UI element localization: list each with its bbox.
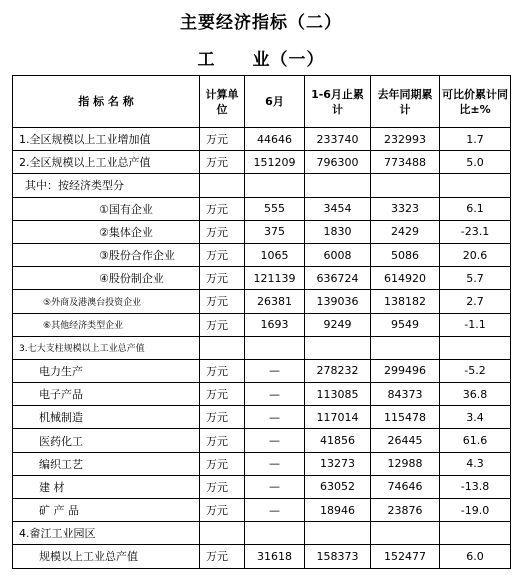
- indicator-name-cell: ③股份合作企业: [13, 243, 200, 266]
- table-header-row: [13, 76, 511, 128]
- indicator-name-cell: ⑤外商及港澳台投资企业: [13, 290, 200, 313]
- june-value-cell: —: [245, 452, 305, 475]
- yoy-change-cell: 1.7: [440, 128, 511, 151]
- last-year-value-cell: 115478: [371, 406, 440, 429]
- yoy-change-cell: 2.7: [440, 290, 511, 313]
- table-row: [13, 151, 511, 174]
- indicator-name-cell: ④股份制企业: [13, 267, 200, 290]
- yoy-change-cell: [440, 174, 511, 197]
- table-row: [13, 267, 511, 290]
- unit-cell: 万元: [200, 243, 245, 266]
- page-subtitle: 工 业（一）: [197, 50, 325, 70]
- june-value-cell: 26381: [245, 290, 305, 313]
- last-year-value-cell: 84373: [371, 383, 440, 406]
- june-value-cell: —: [245, 499, 305, 522]
- june-value-cell: 44646: [245, 128, 305, 151]
- cumulative-value-cell: 139036: [305, 290, 371, 313]
- june-value-cell: 121139: [245, 267, 305, 290]
- yoy-change-cell: -23.1: [440, 220, 511, 243]
- yoy-change-cell: 3.4: [440, 406, 511, 429]
- cumulative-value-cell: 636724: [305, 267, 371, 290]
- last-year-value-cell: [371, 336, 440, 359]
- header-june: 6月: [245, 76, 305, 128]
- june-value-cell: [245, 522, 305, 545]
- june-value-cell: —: [245, 475, 305, 498]
- unit-cell: 万元: [200, 475, 245, 498]
- header-last-year-cumulative: 去年同期累计: [371, 76, 440, 128]
- cumulative-value-cell: 3454: [305, 197, 371, 220]
- cumulative-value-cell: 41856: [305, 429, 371, 452]
- last-year-value-cell: 9549: [371, 313, 440, 336]
- last-year-value-cell: 12988: [371, 452, 440, 475]
- cumulative-value-cell: 796300: [305, 151, 371, 174]
- june-value-cell: —: [245, 359, 305, 382]
- june-value-cell: [245, 174, 305, 197]
- table-row: [13, 475, 511, 498]
- unit-cell: 万元: [200, 383, 245, 406]
- indicator-name-cell: 电子产品: [13, 383, 200, 406]
- yoy-change-cell: 61.6: [440, 429, 511, 452]
- table-row: [13, 220, 511, 243]
- yoy-change-cell: 36.8: [440, 383, 511, 406]
- cumulative-value-cell: 278232: [305, 359, 371, 382]
- indicator-name-cell: 建 材: [13, 475, 200, 498]
- cumulative-value-cell: [305, 522, 371, 545]
- unit-cell: 万元: [200, 197, 245, 220]
- indicator-name-cell: 规模以上工业总产值: [13, 545, 200, 568]
- cumulative-value-cell: [305, 336, 371, 359]
- yoy-change-cell: 20.6: [440, 243, 511, 266]
- table-row: [13, 452, 511, 475]
- table-row: [13, 359, 511, 382]
- june-value-cell: —: [245, 429, 305, 452]
- june-value-cell: 555: [245, 197, 305, 220]
- header-cumulative: 1-6月止累计: [305, 76, 371, 128]
- last-year-value-cell: 152477: [371, 545, 440, 568]
- table-row: [13, 128, 511, 151]
- table-row: [13, 197, 511, 220]
- yoy-change-cell: 5.0: [440, 151, 511, 174]
- indicator-name-cell: 电力生产: [13, 359, 200, 382]
- yoy-change-cell: [440, 522, 511, 545]
- indicator-name-cell: 4.畲江工业园区: [13, 522, 200, 545]
- cumulative-value-cell: 6008: [305, 243, 371, 266]
- cumulative-value-cell: 63052: [305, 475, 371, 498]
- last-year-value-cell: 299496: [371, 359, 440, 382]
- unit-cell: 万元: [200, 313, 245, 336]
- header-unit: 计算单位: [200, 76, 245, 128]
- june-value-cell: 375: [245, 220, 305, 243]
- unit-cell: 万元: [200, 151, 245, 174]
- table-row: [13, 545, 511, 568]
- yoy-change-cell: 6.0: [440, 545, 511, 568]
- yoy-change-cell: -13.8: [440, 475, 511, 498]
- cumulative-value-cell: 233740: [305, 128, 371, 151]
- indicator-name-cell: ②集体企业: [13, 220, 200, 243]
- yoy-change-cell: 4.3: [440, 452, 511, 475]
- indicator-name-cell: 矿 产 品: [13, 499, 200, 522]
- cumulative-value-cell: 13273: [305, 452, 371, 475]
- june-value-cell: [245, 336, 305, 359]
- indicator-name-cell: 编织工艺: [13, 452, 200, 475]
- table-row: [13, 290, 511, 313]
- june-value-cell: 1065: [245, 243, 305, 266]
- unit-cell: [200, 174, 245, 197]
- yoy-change-cell: -19.0: [440, 499, 511, 522]
- june-value-cell: —: [245, 383, 305, 406]
- last-year-value-cell: 773488: [371, 151, 440, 174]
- indicator-name-cell: ⑥其他经济类型企业: [13, 313, 200, 336]
- indicator-name-cell: 医药化工: [13, 429, 200, 452]
- last-year-value-cell: 26445: [371, 429, 440, 452]
- table-row: [13, 429, 511, 452]
- header-indicator-name: 指 标 名 称: [13, 76, 200, 128]
- unit-cell: 万元: [200, 452, 245, 475]
- unit-cell: 万元: [200, 220, 245, 243]
- yoy-change-cell: -5.2: [440, 359, 511, 382]
- unit-cell: [200, 336, 245, 359]
- last-year-value-cell: [371, 174, 440, 197]
- table-row: [13, 383, 511, 406]
- unit-cell: 万元: [200, 359, 245, 382]
- unit-cell: 万元: [200, 499, 245, 522]
- last-year-value-cell: 23876: [371, 499, 440, 522]
- cumulative-value-cell: 113085: [305, 383, 371, 406]
- last-year-value-cell: 5086: [371, 243, 440, 266]
- table-row: [13, 313, 511, 336]
- indicator-name-cell: 2.全区规模以上工业总产值: [13, 151, 200, 174]
- yoy-change-cell: -1.1: [440, 313, 511, 336]
- indicator-name-cell: 机械制造: [13, 406, 200, 429]
- cumulative-value-cell: 158373: [305, 545, 371, 568]
- unit-cell: 万元: [200, 406, 245, 429]
- last-year-value-cell: 232993: [371, 128, 440, 151]
- table-row: [13, 243, 511, 266]
- unit-cell: 万元: [200, 290, 245, 313]
- june-value-cell: 1693: [245, 313, 305, 336]
- page-title: 主要经济指标（二）: [180, 13, 342, 33]
- cumulative-value-cell: 18946: [305, 499, 371, 522]
- indicator-table: [12, 75, 511, 569]
- table-row: [13, 522, 511, 545]
- indicator-name-cell: 3.七大支柱规模以上工业总产值: [13, 336, 200, 359]
- indicator-name-cell: 其中：按经济类型分: [13, 174, 200, 197]
- last-year-value-cell: 2429: [371, 220, 440, 243]
- cumulative-value-cell: 117014: [305, 406, 371, 429]
- unit-cell: 万元: [200, 128, 245, 151]
- cumulative-value-cell: 9249: [305, 313, 371, 336]
- yoy-change-cell: 5.7: [440, 267, 511, 290]
- table-row: [13, 336, 511, 359]
- june-value-cell: —: [245, 406, 305, 429]
- table-row: [13, 406, 511, 429]
- cumulative-value-cell: 1830: [305, 220, 371, 243]
- unit-cell: 万元: [200, 429, 245, 452]
- unit-cell: [200, 522, 245, 545]
- last-year-value-cell: [371, 522, 440, 545]
- last-year-value-cell: 3323: [371, 197, 440, 220]
- unit-cell: 万元: [200, 267, 245, 290]
- last-year-value-cell: 74646: [371, 475, 440, 498]
- header-yoy-change: 可比价累计同比±%: [440, 76, 511, 128]
- indicator-name-cell: ①国有企业: [13, 197, 200, 220]
- june-value-cell: 151209: [245, 151, 305, 174]
- yoy-change-cell: 6.1: [440, 197, 511, 220]
- cumulative-value-cell: [305, 174, 371, 197]
- june-value-cell: 31618: [245, 545, 305, 568]
- table-row: [13, 174, 511, 197]
- last-year-value-cell: 614920: [371, 267, 440, 290]
- unit-cell: 万元: [200, 545, 245, 568]
- last-year-value-cell: 138182: [371, 290, 440, 313]
- yoy-change-cell: [440, 336, 511, 359]
- table-row: [13, 499, 511, 522]
- indicator-name-cell: 1.全区规模以上工业增加值: [13, 128, 200, 151]
